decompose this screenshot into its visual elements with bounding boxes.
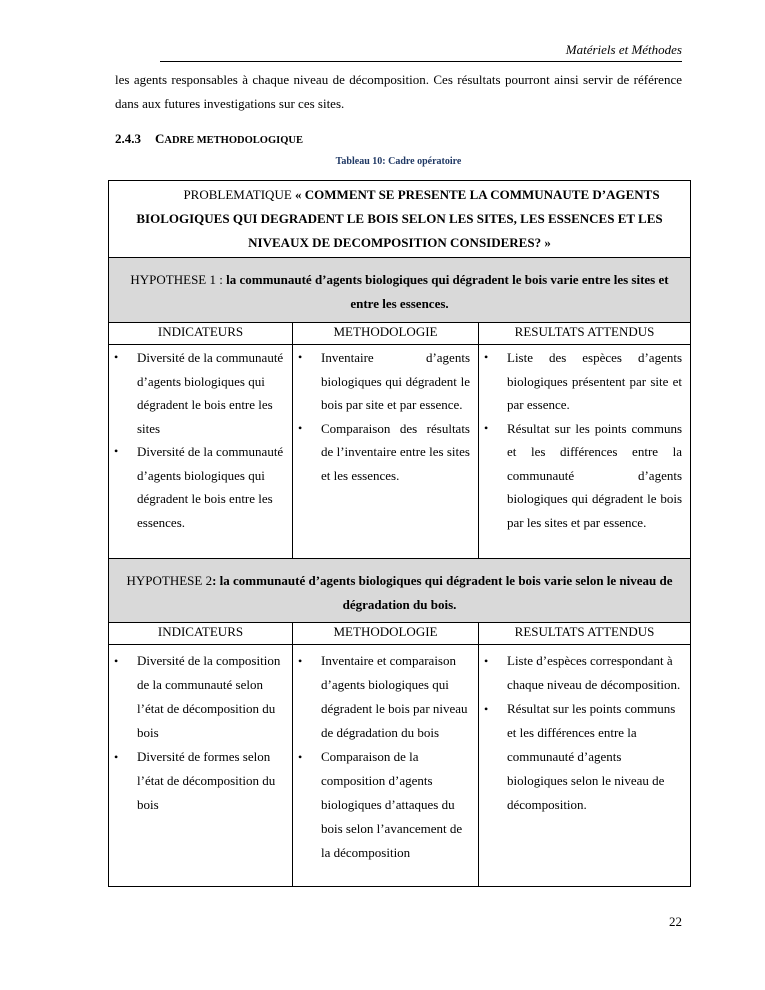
hypothesis-1-indicateurs [109,345,293,559]
hypothesis-2-methodologie [293,645,479,887]
running-header: Matériels et Méthodes [160,42,682,62]
table-caption: Tableau 10: Cadre opératoire [335,156,462,167]
hypothesis-1-methodologie [293,345,479,559]
cadre-operatoire-table [108,180,691,887]
list-item: • Diversité de la communauté d’agents biologiques qui dégradent le bois entre les sites [109,346,284,440]
list-item: • Diversité de la communauté d’agents biologiques qui dégradent le bois entre les essences. [109,440,284,534]
column-header-resultats: RESULTATS ATTENDUS [479,323,691,345]
list-item: • Comparaison de la composition d’agents biologiques d’attaques du bois selon l’avancement de la décomposition [293,745,470,865]
column-header-indicateurs: INDICATEURS [109,323,293,345]
column-header-methodologie: METHODOLOGIE [293,323,479,345]
list-item: • Diversité de la composition de la communauté selon l’état de décomposition du bois [109,649,284,745]
list-item: • Diversité de formes selon l’état de décomposition du bois [109,745,284,817]
list-item: • Inventaire et comparaison d’agents biologiques qui dégradent le bois par niveau de dégradation du bois [293,649,470,745]
column-header-indicateurs: INDICATEURS [109,623,293,645]
list-item: • Résultat sur les points communs et les différences entre la communauté d’agents biologiques qui dégradent le bois par les sites et par essence. [479,417,682,535]
hypothesis-2-resultats [479,645,691,887]
list-item: • Liste des espèces d’agents biologiques présentent par site et par essence. [479,346,682,417]
page-number: 22 [669,914,682,929]
hypothesis-1-resultats [479,345,691,559]
hypothesis-2-indicateurs [109,645,293,887]
problematique-text: « COMMENT SE PRESENTE LA COMMUNAUTE D’AGENTS BIOLOGIQUES QUI DEGRADENT LE BOIS SELON LES SITES, LES ESSENCES ET LES NIVEAUX DE DECOMPOSITION CONSIDERES? » [136,187,663,250]
section-heading [115,131,303,147]
problematique-cell [109,181,691,258]
problematique-label: PROBLEMATIQUE [183,187,292,202]
hypothesis-1-label: HYPOTHESE 1 : [130,272,223,287]
hypothesis-2-cell [109,559,691,623]
intro-paragraph: les agents responsables à chaque niveau de décomposition. Ces résultats pourront ainsi servir de référence dans aux futures investigations sur ces sites. [115,72,682,111]
section-title-rest: ADRE METHODOLOGIQUE [164,135,303,146]
list-item: • Comparaison des résultats de l’inventaire entre les sites et les essences. [293,417,470,488]
list-item: • Liste d’espèces correspondant à chaque niveau de décomposition. [479,649,682,697]
hypothesis-1-text: la communauté d’agents biologiques qui dégradent le bois varie entre les sites et entre les essences. [226,272,669,311]
hypothesis-2-label: HYPOTHESE 2 [126,573,213,588]
column-header-methodologie: METHODOLOGIE [293,623,479,645]
hypothesis-1-cell [109,258,691,323]
section-number: 2.4.3 [115,131,141,146]
column-header-resultats: RESULTATS ATTENDUS [479,623,691,645]
list-item: • Résultat sur les points communs et les différences entre la communauté d’agents biologiques selon le niveau de décomposition. [479,697,682,817]
list-item: • Inventaire d’agents biologiques qui dégradent le bois par site et par essence. [293,346,470,417]
section-title-initial: C [155,131,165,146]
hypothesis-2-text: : la communauté d’agents biologiques qui dégradent le bois varie selon le niveau de dégradation du bois. [212,573,673,612]
